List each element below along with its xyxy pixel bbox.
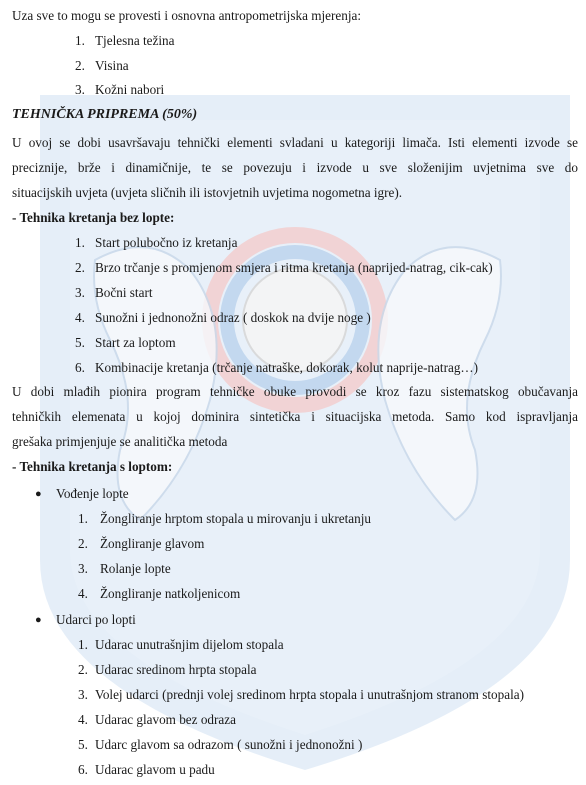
list-item: Brzo trčanje s promjenom smjera i ritma kretanja (naprijed-natrag, cik-cak) <box>95 260 493 275</box>
list-item: Žongliranje glavom <box>100 536 205 551</box>
list-item: Start polubočno iz kretanja <box>95 235 238 250</box>
list-number: 2. <box>75 260 85 275</box>
paragraph-line: situacijskih uvjeta (uvjeta sličnih ili istovjetnih uvjetima nogometna igre). <box>12 185 403 200</box>
list-item: Žongliranje natkoljenicom <box>100 586 241 601</box>
list-number: 3. <box>78 687 88 702</box>
intro-line: Uza sve to mogu se provesti i osnovna antropometrijska mjerenja: <box>12 8 362 23</box>
list-number: 3. <box>75 285 85 300</box>
bullet-label: Vođenje lopte <box>56 486 129 501</box>
list-item: Žongliranje hrptom stopala u mirovanju i ukretanju <box>100 511 372 526</box>
paragraph-line: grešaka primjenjuje se analitička metoda <box>12 434 228 449</box>
paragraph-line: U ovoj se dobi usavršavaju tehnički elementi svladani u kategoriji limača. Isti elementi izvode se <box>12 135 578 150</box>
bullet-label: Udarci po lopti <box>56 612 136 627</box>
list-number: 5. <box>78 737 88 752</box>
list-item: Kombinacije kretanja (trčanje natraške, dokorak, kolut naprije-natrag…) <box>95 360 479 375</box>
section-heading: TEHNIČKA PRIPREMA (50%) <box>12 107 198 122</box>
list-number: 4. <box>78 586 88 601</box>
list-number: 2. <box>78 662 88 677</box>
list-number: 4. <box>78 712 88 727</box>
list-number: 2. <box>78 536 88 551</box>
list-item: Bočni start <box>95 285 153 300</box>
list-number: 3. <box>75 82 85 97</box>
list-item: Sunožni i jednonožni odraz ( doskok na dvije noge ) <box>95 310 371 325</box>
list-item: Udarac unutrašnjim dijelom stopala <box>95 637 284 652</box>
paragraph-line: tehničkih elemenata u kojoj dominira sintetička i situacijska metoda. Samo kod ispravljanja <box>12 409 578 424</box>
bullet-icon: ● <box>35 488 42 500</box>
list-item: Udarac sredinom hrpta stopala <box>95 662 257 677</box>
paragraph-line: U dobi mlađih pionira program tehničke obuke provodi se kroz fazu sistematskog obučavanja <box>12 384 578 399</box>
list-item: Rolanje lopte <box>100 561 171 576</box>
list-item: Udarac glavom u padu <box>95 762 215 777</box>
bullet-icon: ● <box>35 614 42 626</box>
list-number: 2. <box>75 58 85 73</box>
list-number: 3. <box>78 561 88 576</box>
list-number: 1. <box>78 511 88 526</box>
list-item: Kožni nabori <box>95 82 165 97</box>
list-number: 1. <box>78 637 88 652</box>
list-number: 1. <box>75 33 85 48</box>
list-item: Tjelesna težina <box>95 33 175 48</box>
paragraph-line: preciznije, brže i dinamičnije, te se povezuju i izvode u sve složenijim uvjetnima sve do <box>12 160 578 175</box>
list-item: Udarc glavom sa odrazom ( sunožni i jednonožni ) <box>95 737 363 752</box>
list-item: Visina <box>95 58 129 73</box>
list-number: 4. <box>75 310 85 325</box>
subheading-without-ball: - Tehnika kretanja bez lopte: <box>12 210 175 225</box>
list-item: Volej udarci (prednji volej sredinom hrpta stopala i unutrašnjom stranom stopala) <box>95 687 524 702</box>
list-number: 6. <box>78 762 88 777</box>
list-number: 5. <box>75 335 85 350</box>
list-item: Start za loptom <box>95 335 176 350</box>
list-number: 1. <box>75 235 85 250</box>
subheading-with-ball: - Tehnika kretanja s loptom: <box>12 459 173 474</box>
list-number: 6. <box>75 360 85 375</box>
list-item: Udarac glavom bez odraza <box>95 712 236 727</box>
